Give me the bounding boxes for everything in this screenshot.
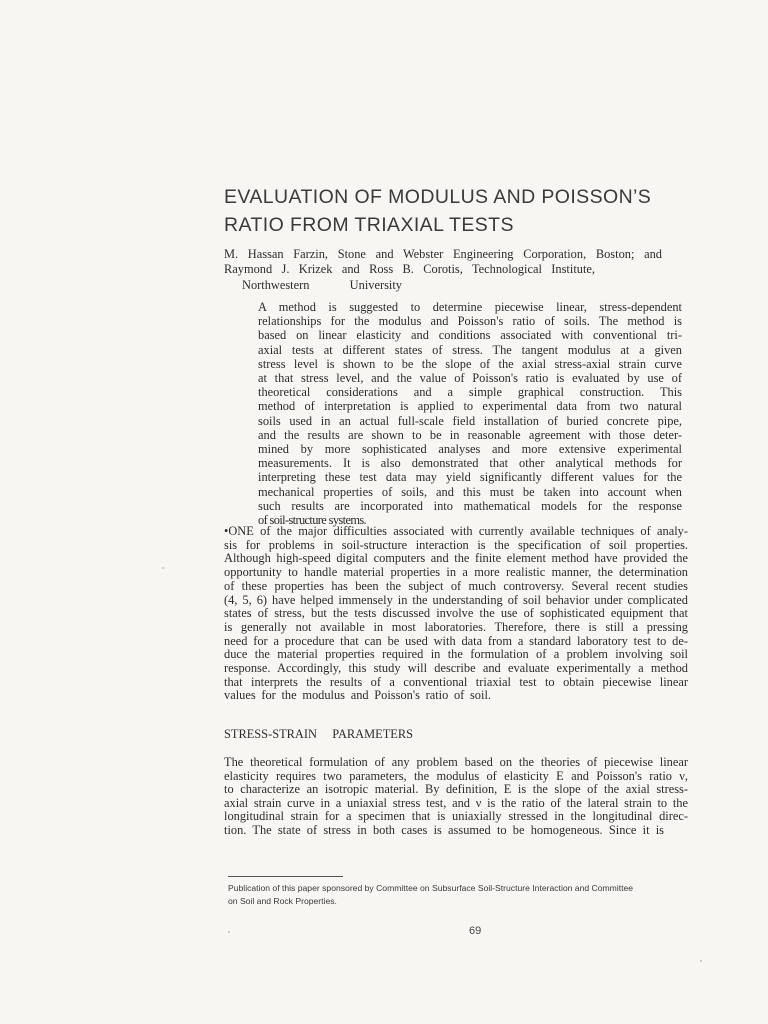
section-heading: STRESS-STRAIN PARAMETERS — [224, 727, 413, 741]
scan-speck — [162, 567, 164, 569]
text-line: elasticity requires two parameters, the modulus of elasticity E and Poisson's ratio ν, — [224, 768, 688, 783]
text-line: opportunity to handle material properties in a more realistic manner, the determination — [224, 565, 688, 580]
text-line: mined by more sophisticated analyses and more extensive experimental — [258, 442, 682, 456]
text-line: at that stress level, and the value of Poisson's ratio is evaluated by use of — [258, 371, 682, 385]
footnote-rule — [228, 876, 343, 877]
author-line: Raymond J. Krizek and Ross B. Corotis, Technological Institute, — [224, 262, 595, 276]
text-line: to characterize an isotropic material. By definition, E is the slope of the axial stress- — [224, 782, 688, 797]
text-line: interpreting these test data may yield significantly different values for the — [258, 470, 682, 485]
text-line: duce the material properties required in the formulation of a problem involving soil — [224, 647, 688, 662]
text-line: and the results are shown to be in reasonable agreement with those deter- — [258, 427, 682, 442]
text-line: The theoretical formulation of any problem based on the theories of piecewise linear — [224, 755, 688, 769]
author-line: M. Hassan Farzin, Stone and Webster Engineering Corporation, Boston; and — [224, 247, 662, 261]
text-line: values for the modulus and Poisson's ratio of soil. — [224, 688, 491, 703]
footnote-line: Publication of this paper sponsored by Committee on Subsurface Soil-Structure Interaction and Committee — [228, 883, 634, 893]
author-line: Northwestern University — [242, 278, 402, 292]
text-line: mechanical properties of soils, and this must be taken into account when — [258, 484, 682, 499]
text-line: soils used in an actual full-scale field installation of buried concrete pipe, — [258, 413, 682, 428]
text-line: longitudinal strain for a specimen that is uniaxially stressed in the longitudinal direc- — [224, 809, 688, 824]
scan-speck — [228, 931, 230, 933]
text-line: relationships for the modulus and Poisson's ratio of soils. The method is — [258, 314, 682, 329]
text-line: response. Accordingly, this study will describe and evaluate experimentally a method — [224, 661, 688, 675]
text-line: axial strain curve in a uniaxial stress test, and ν is the ratio of the lateral strain to the — [224, 795, 688, 810]
text-line: sis for problems in soil-structure interaction is the specification of soil properties. — [224, 537, 688, 552]
text-line: states of stress, but the tests discussed involve the use of sophisticated equipment that — [224, 606, 688, 621]
text-line: Although high-speed digital computers and the finite element method have provided the — [224, 551, 688, 566]
text-line: stress level is shown to be the slope of the axial stress-axial strain curve — [258, 356, 682, 371]
text-line: based on linear elasticity and conditions associated with conventional tri- — [258, 328, 682, 343]
scan-speck — [700, 960, 702, 962]
text-line: that interprets the results of a conventional triaxial test to obtain piecewise linear — [224, 674, 688, 689]
text-line: is generally not available in most laboratories. Therefore, there is still a pressing — [224, 619, 688, 634]
text-line: theoretical considerations and a simple graphical construction. This — [258, 385, 682, 400]
text-line: need for a procedure that can be used with data from a standard laboratory test to de- — [224, 633, 688, 648]
text-line: axial tests at different states of stress. The tangent modulus at a given — [258, 342, 682, 357]
text-line: A method is suggested to determine piecewise linear, stress-dependent — [258, 300, 682, 314]
text-line: of soil-structure systems. — [258, 513, 366, 527]
text-line: tion. The state of stress in both cases is assumed to be homogeneous. Since it is — [224, 823, 664, 837]
text-line: such results are incorporated into mathematical models for the response — [258, 498, 682, 513]
text-line: measurements. It is also demonstrated that other analytical methods for — [258, 456, 682, 471]
text-line: method of interpretation is applied to experimental data from two natural — [258, 399, 682, 414]
text-line: of these properties has been the subject of much controversy. Several recent studies — [224, 578, 688, 593]
text-line: •ONE of the major difficulties associated with currently available techniques of analy- — [224, 524, 688, 538]
title-line: RATIO FROM TRIAXIAL TESTS — [224, 214, 514, 236]
footnote-line: on Soil and Rock Properties. — [228, 896, 337, 906]
title-line: EVALUATION OF MODULUS AND POISSON’S — [224, 186, 652, 208]
text-line: (4, 5, 6) have helped immensely in the understanding of soil behavior under complicated — [224, 592, 688, 607]
page-number: 69 — [469, 925, 482, 937]
